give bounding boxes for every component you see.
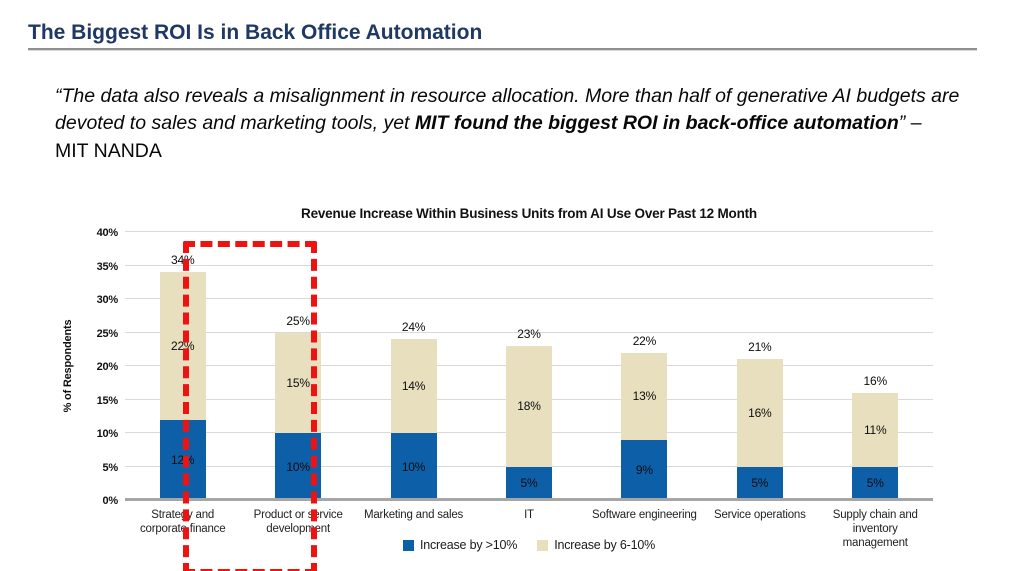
quote-text-open: “The data also reveals a misalignment in resource allocation. More than half of generative AI budgets are devoted to sales and marketing tools, yet xyxy=(55,85,960,135)
bar-segment-increase-gt-10 xyxy=(737,467,783,501)
title-rule xyxy=(28,48,977,50)
legend-label: Increase by 6-10% xyxy=(554,538,656,552)
x-axis-label: Product or service development xyxy=(253,509,343,535)
segment-label: 15% xyxy=(286,375,310,390)
y-tick-label: 35% xyxy=(96,260,118,273)
segment-label: 12% xyxy=(170,452,195,467)
segment-label: 5% xyxy=(751,476,769,491)
x-axis-label: Service operations xyxy=(713,509,806,521)
legend-swatch xyxy=(537,540,548,551)
segment-label: 9% xyxy=(635,462,653,477)
x-axis-label: IT xyxy=(524,509,534,521)
chart-title: Revenue Increase Within Business Units from AI Use Over Past 12 Month xyxy=(301,206,757,221)
bar-segment-increase-6-10 xyxy=(737,359,783,466)
y-tick-label: 0% xyxy=(102,495,118,507)
segment-label: 11% xyxy=(863,422,887,437)
x-axis-label: Software engineering xyxy=(592,509,697,521)
legend-label: Increase by >10% xyxy=(419,538,518,552)
bar-segment-increase-6-10 xyxy=(621,353,667,440)
total-label: 22% xyxy=(632,333,657,348)
quote-close-mark: ” xyxy=(898,112,906,135)
bar-segment-increase-6-10 xyxy=(852,393,898,467)
segment-label: 22% xyxy=(170,338,195,353)
quote-attribution: – MIT NANDA xyxy=(55,112,922,162)
segment-label: 10% xyxy=(401,459,426,474)
bar-segment-increase-gt-10 xyxy=(506,467,552,501)
total-label: 24% xyxy=(401,320,426,335)
legend-swatch xyxy=(403,540,414,551)
y-tick-label: 10% xyxy=(96,428,118,440)
bar-column xyxy=(587,232,702,500)
segment-label: 5% xyxy=(520,476,538,491)
bar-segment-increase-gt-10 xyxy=(621,440,667,500)
bar-segment-increase-6-10 xyxy=(391,339,437,433)
highlight-box xyxy=(183,241,317,571)
bar-segment-increase-gt-10 xyxy=(391,433,437,500)
bar-column xyxy=(818,232,933,500)
segment-label: 10% xyxy=(286,459,310,474)
y-tick-label: 30% xyxy=(96,294,118,306)
bar-segment-increase-gt-10 xyxy=(852,467,898,501)
bar-column xyxy=(702,232,817,500)
segment-label: 5% xyxy=(866,476,884,491)
bar-column xyxy=(356,232,471,500)
y-tick-label: 40% xyxy=(96,227,118,239)
y-tick-label: 25% xyxy=(96,327,118,340)
y-tick-label: 15% xyxy=(96,394,118,407)
segment-label: 18% xyxy=(517,399,541,414)
x-axis-label: Strategy and corporate finance xyxy=(139,509,226,535)
y-tick-label: 5% xyxy=(102,461,118,474)
total-label: 21% xyxy=(748,340,772,355)
y-tick-label: 20% xyxy=(96,361,118,373)
legend-item xyxy=(403,538,517,552)
total-label: 16% xyxy=(863,373,887,388)
chart xyxy=(60,200,1008,568)
bar-segment-increase-6-10 xyxy=(506,346,552,467)
quote-text-bold: MIT found the biggest ROI in back-office automation xyxy=(414,112,899,135)
segment-label: 14% xyxy=(401,379,426,394)
x-axis-label: Supply chain and inventory management xyxy=(832,509,918,549)
page-title: The Biggest ROI Is in Back Office Automation xyxy=(28,21,483,44)
bar-column xyxy=(471,232,586,500)
plot-area xyxy=(62,227,933,507)
quote xyxy=(55,83,960,165)
segment-label: 13% xyxy=(632,389,657,404)
total-label: 34% xyxy=(171,253,195,268)
segment-label: 16% xyxy=(748,405,772,420)
legend-item xyxy=(537,538,655,552)
y-axis-title: % of Respondents xyxy=(62,319,74,413)
x-axis-label: Marketing and sales xyxy=(363,509,464,521)
total-label: 23% xyxy=(517,326,541,341)
total-label: 25% xyxy=(286,313,310,328)
